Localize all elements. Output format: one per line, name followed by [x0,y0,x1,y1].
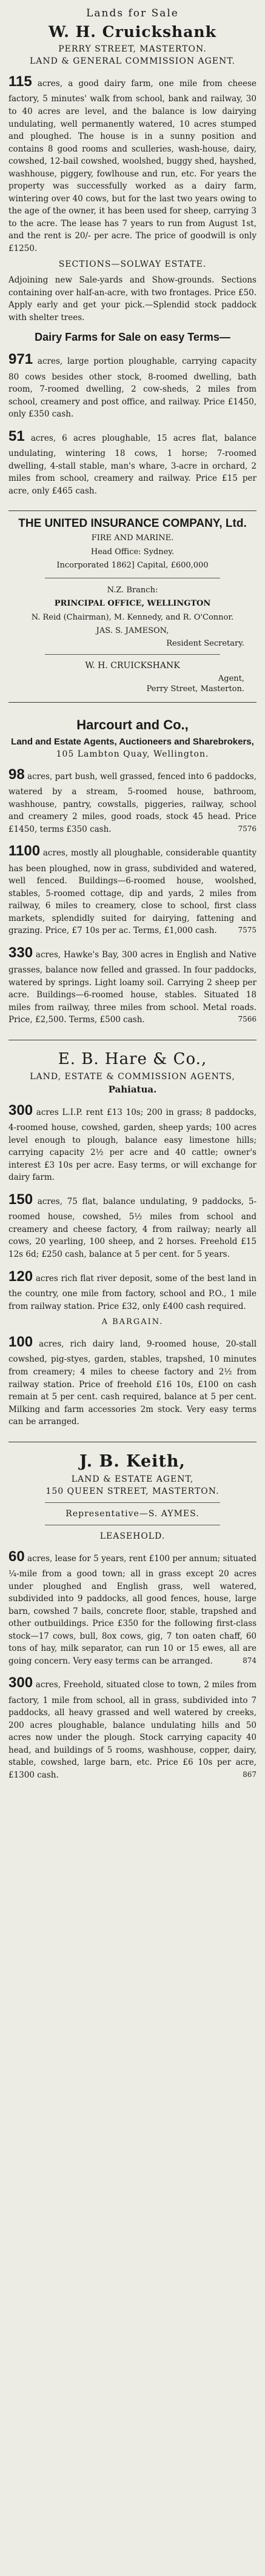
listing [8,1189,257,1261]
cruickshank-ad [8,0,257,511]
listing-ref: 7566 [238,1015,257,1024]
insurance-secretary-title: Resident Secretary. [166,638,244,648]
insurance-lines: FIRE AND MARINE. [91,534,174,543]
listing-text: acres, rich dairy land, 9-roomed house, 20-stall cowshed, pig-styes, garden, stables, trapshed, 10 minutes from creamery; 4 miles to cheese factory and 2½ from railway station. Price of freehold £16 10s, £100 on cash remain at 5 per cent. cash required, balance at 5 per cent. Milking and farm accessories 2m stock. Very easy terms can be arranged. [8,1339,257,1427]
listing-acres: 330 [8,944,33,961]
insurance-secretary-name: JAS. S. JAMESON, [96,626,169,636]
listing-text: acres, part bush, well grassed, fenced into 6 paddocks, watered by a stream, 5-roomed house, bathroom, washhouse, pantry, cowstalls, piggeries, railway, school and creamery 2 miles, good roads, stock 45 head. Price £1450, terms £350 cash. [8,771,257,834]
insurance-agent-address: Perry Street, Masterton. [146,684,244,694]
listing [8,1331,257,1428]
harcourt-ad [8,703,257,1040]
hare-name: E. B. Hare & Co., [58,1049,207,1068]
insurance-agent-title: Agent, [218,674,244,683]
insurance-incorporated: Incorporated 1862] Capital, £600,000 [56,561,209,570]
hare-town: Pahiatua. [108,1083,157,1095]
insurance-head-office: Head Office: Sydney. [90,547,175,557]
insurance-company-name: THE UNITED INSURANCE COMPANY, Ltd. [18,517,247,530]
listing-text: acres, lease for 5 years, rent £100 per annum; situated ¼-mile from a good town; all in grass except 20 acres under ploughed and English grass, well watered, subdivided into 9 paddocks, all good fences, house, large barn, cowshed 7 bails, concrete floor, stable, trapshed and other outbuildings. Price £350 for the following first-class stock—17 cows, bull, 8ox cows, gig, 7 ton oaten chaff, 60 tons of hay, milk separator, can run 10 or 15 ewes, all are going concern. Very easy terms can be arranged. [8,1553,257,1666]
harcourt-description: Land and Estate Agents, Auctioneers and Sharebrokers, [11,736,254,747]
listing-text: acres, Hawke's Bay, 300 acres in English and Native grasses, balance now felled and grassed. In four paddocks, watered by springs. Light loamy soil. Carrying 2 sheep per acre. Buildings—6-roomed house, stables. Situated 18 miles from railway, three miles from school. Metal roads. Price, £2,500. Terms, £500 cash. [8,949,257,1025]
listing [8,942,257,1026]
agent-role: LAND & GENERAL COMMISSION AGENT. [29,56,236,66]
listing [8,426,257,498]
listing-acres: 98 [8,766,25,783]
listing-acres: 60 [8,1548,25,1565]
divider [45,1502,220,1503]
listing [8,1266,257,1313]
listing-text: Adjoining new Sale-yards and Show-grounds. Sections containing over half-an-acre, with two frontages. Price £50. Apply early and get your pick.—Splendid stock paddock with shelter trees. [8,275,257,323]
listing [8,840,257,937]
listing-ref: 7576 [238,824,257,833]
keith-representative: Representative—S. AYMES. [65,1508,200,1519]
listing [8,274,257,324]
listing-ref: 867 [243,1770,257,1779]
listing-acres: 115 [8,73,32,90]
listing-acres: 150 [8,1191,33,1208]
harcourt-address: 105 Lambton Quay, Wellington. [56,749,209,759]
insurance-principal-office: PRINCIPAL OFFICE, WELLINGTON [54,599,211,609]
agent-name: W. H. Cruickshank [49,23,216,41]
listing [8,349,257,421]
section-heading: SECTIONS—SOLWAY ESTATE. [58,259,207,270]
keith-name: J. B. Keith, [79,1451,186,1471]
listing [8,1100,257,1184]
hare-ad [8,1040,257,1442]
listing-ref: 7575 [238,926,257,935]
insurance-nz-branch: N.Z. Branch: [107,585,158,595]
listing-text: acres, Freehold, situated close to town, 2 miles from factory, 1 mile from school, all in grass, subdivided into 7 paddocks, all heavy grassed and well watered by creeks, 200 acres ploughable, balance undulating hills and 50 acres now under the plough. Stock carrying capacity 40 head, and buildings of 5 rooms, washhouse, copper, dairy, stable, cowshed, large barn, etc. Price £6 10s per acre, £1300 cash. [8,1680,257,1780]
listing [8,1546,257,1668]
listing-text: acres, 75 flat, balance undulating, 9 paddocks, 5-roomed house, cowshed, 5½ miles from school and creamery and cheese factory, 4 from railway; nearly all cows, 20 yearling, 100 sheep, and 2 horses. Freehold £15 12s 6d; £250 cash, balance at 5 per cent. for 5 years. [8,1196,257,1259]
listing [8,764,257,836]
listing-acres: 1100 [8,843,41,860]
listing [8,1672,257,1781]
listing-acres: 971 [8,351,33,368]
listing-text: acres, 6 acres ploughable, 15 acres flat, balance undulating, wintering 18 cows, 1 horse; 7-roomed dwelling, 4-stall stable, man's whare, 3-acre in orchard, 2 miles from school, creamery and railway. Price £15 per acre, only £465 cash. [8,433,257,496]
listing-text: acres, large portion ploughable, carrying capacity 80 cows besides other stock, 8-roomed dwelling, bath room, 7-roomed dwelling, 2 cow-sheds, 2 miles from school, creamery and post office, and railway. Price £1450, only £350 cash. [8,356,257,420]
leasehold-heading: LEASEHOLD. [99,1531,166,1541]
hare-role: LAND, ESTATE & COMMISSION AGENTS, [30,1071,235,1082]
keith-address: 150 QUEEN STREET, MASTERTON. [45,1486,220,1496]
keith-role: LAND & ESTATE AGENT, [71,1474,194,1484]
divider [45,654,220,655]
listing-acres: 300 [8,1102,33,1119]
insurance-agent-name: W. H. CRUICKSHANK [85,660,180,671]
agent-address: PERRY STREET, MASTERTON. [58,44,207,54]
listing-acres: 51 [8,427,25,444]
listing-acres: 120 [8,1268,33,1285]
listing-text: acres, mostly all ploughable, considerable quantity has been ploughed, now in grass, subdivided and watered, well fenced. Buildings—6-roomed house, woolshed, stables, 5-roomed cottage, dip and yards, 2 miles from railway, 6 miles to creamery, close to school, first class markets, splendidly suited for dairying, fattening and grazing. Price, £7 10s per ac. Terms, £1,000 cash. [8,848,257,936]
listing-text: acres rich flat river deposit, some of the best land in the country, one mile from factory, school and P.O., 1 mile from railway station. Price £32, only £400 cash required. [8,1273,257,1311]
listing-text: acres L.I.P. rent £13 10s; 200 in grass; 8 paddocks, 4-roomed house, cowshed, garden, sheep yards; 100 acres level enough to plough, balance easy limestone hills; carrying capacity 2½ per acre and 40 cattle; owner's interest £3 10s per acre. Easy terms, or will exchange for dairy farm. [8,1107,257,1183]
insurance-ad [8,511,257,703]
listing-text: acres, a good dairy farm, one mile from cheese factory, 5 minutes' walk from school, bank and railway, 30 to 40 acres are level, and the balance is low dairying undulating, well permanently watered, 10 acres stumped and ploughed. The house is in a sunny position and contains 8 good rooms and sculleries, wash-house, dairy, cowshed, 12-bail cowshed, woolshed, buggy shed, hayshed, washhouse, piggery, fowlhouse and run, etc. For years the property was successfully worked as a dairy farm, wintering over 40 cows, but for the last two years owing to the age of the owner, it has been used for sheep, carrying 3 to the acre. The lease has 7 years to run from August 1st, and the rent is 20/- per acre. The price of goodwill is only £1250. [8,79,257,253]
lands-for-sale-heading: Lands for Sale [86,7,179,19]
harcourt-name: Harcourt and Co., [76,717,189,732]
bargain-heading: A BARGAIN. [101,1317,164,1327]
listing-acres: 300 [8,1674,33,1691]
dairy-farms-heading: Dairy Farms for Sale on easy Terms— [35,331,230,344]
listing-acres: 100 [8,1334,33,1351]
keith-ad [8,1442,257,1795]
listing [8,71,257,255]
insurance-directors: N. Reid (Chairman), M. Kennedy, and R. O'Connor. [31,612,234,622]
listing-ref: 874 [243,1656,257,1665]
